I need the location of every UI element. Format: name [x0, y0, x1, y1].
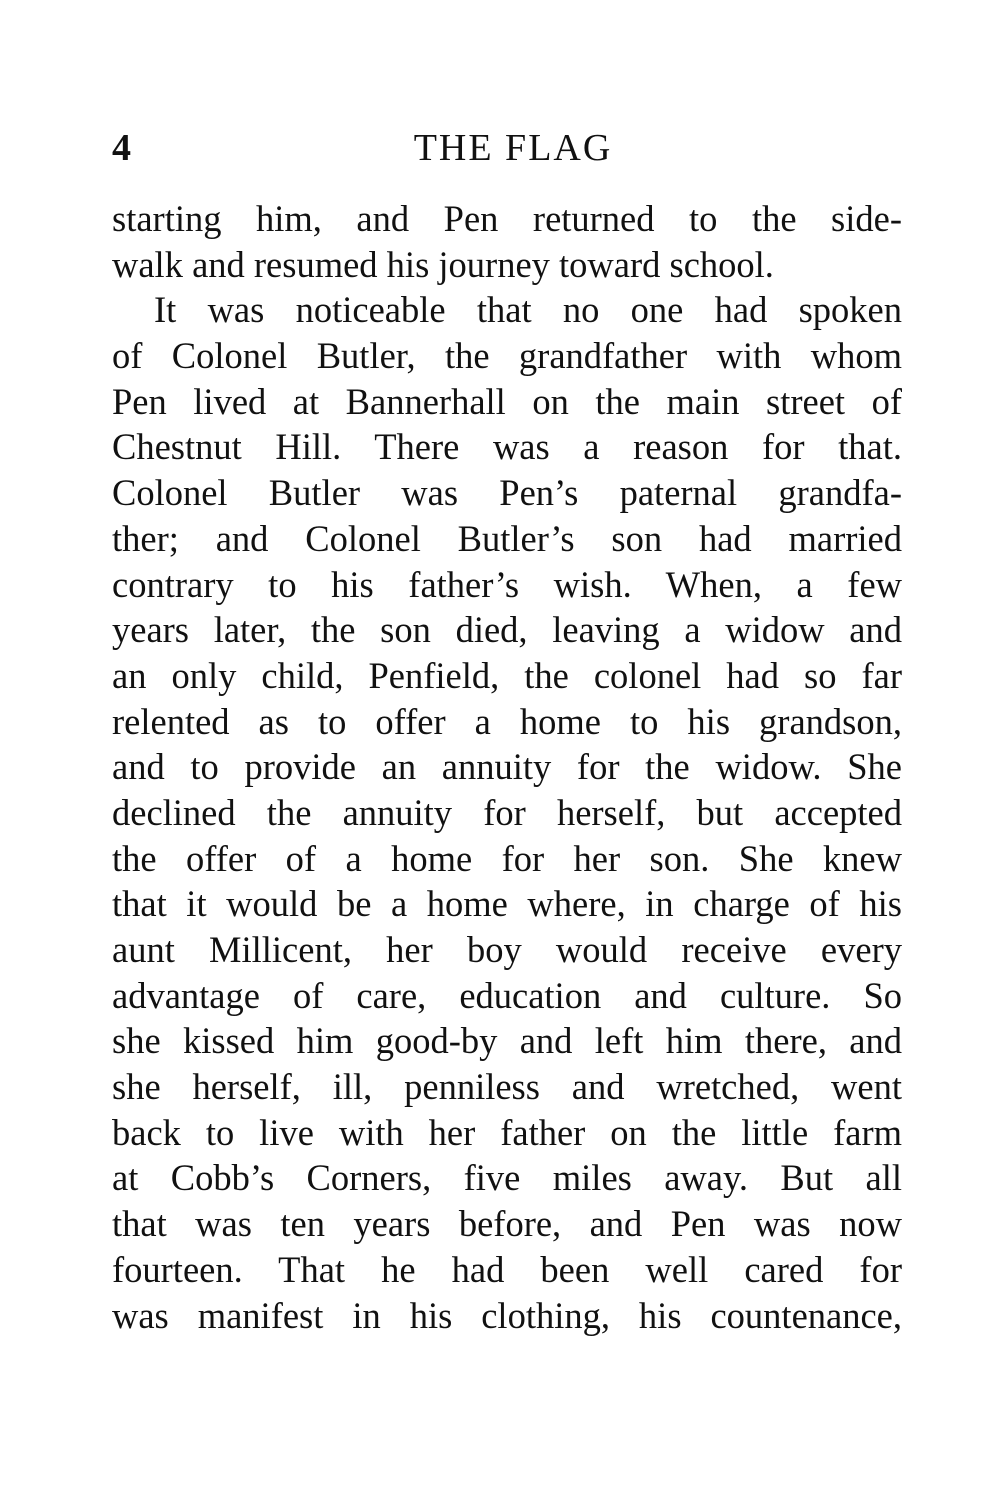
text-line: Colonel Butler was Pen’s paternal grandfa- — [112, 472, 902, 514]
text-line: Pen lived at Bannerhall on the main street of — [112, 380, 902, 422]
text-line: ther; and Colonel Butler’s son had married — [112, 517, 902, 559]
page-number: 4 — [112, 127, 131, 169]
text-line: relented as to offer a home to his grandson, — [112, 700, 902, 742]
text-line: that was ten years before, and Pen was now — [112, 1203, 902, 1245]
body-text — [112, 196, 902, 1338]
text-line: It was noticeable that no one had spoken — [154, 289, 902, 331]
text-line: fourteen. That he had been well cared for — [112, 1248, 902, 1290]
text-line: an only child, Penfield, the colonel had so far — [112, 654, 902, 696]
text-line: the offer of a home for her son. She knew — [112, 837, 902, 879]
text-line: back to live with her father on the little farm — [112, 1111, 902, 1153]
text-line: she herself, ill, penniless and wretched, went — [112, 1066, 902, 1108]
text-line: walk and resumed his journey toward school. — [112, 243, 774, 285]
text-line: starting him, and Pen returned to the side- — [112, 198, 902, 239]
text-line: was manifest in his clothing, his countenance, — [112, 1294, 902, 1336]
page-header — [112, 120, 900, 176]
text-line: at Cobb’s Corners, five miles away. But all — [112, 1157, 902, 1199]
text-line: Chestnut Hill. There was a reason for that. — [112, 426, 902, 468]
text-line: contrary to his father’s wish. When, a few — [112, 563, 902, 605]
running-head: THE FLAG — [413, 127, 613, 169]
text-line: of Colonel Butler, the grandfather with whom — [112, 335, 902, 377]
text-line: declined the annuity for herself, but accepted — [112, 791, 902, 833]
text-line: advantage of care, education and culture. So — [112, 974, 902, 1016]
text-line: she kissed him good-by and left him there, and — [112, 1020, 902, 1062]
text-line: that it would be a home where, in charge of his — [112, 883, 902, 925]
text-line: aunt Millicent, her boy would receive every — [112, 929, 902, 970]
text-line: years later, the son died, leaving a widow and — [112, 609, 902, 651]
text-line: and to provide an annuity for the widow. She — [112, 746, 902, 788]
